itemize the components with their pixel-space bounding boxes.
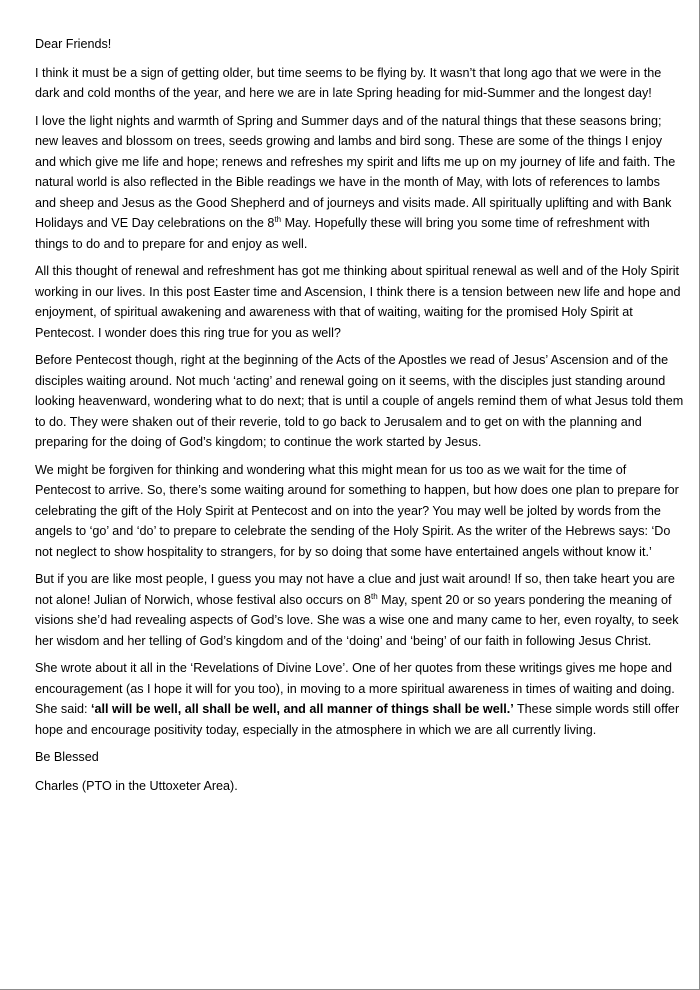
signature: Charles (PTO in the Uttoxeter Area).	[35, 778, 238, 793]
paragraph-3: All this thought of renewal and refreshment has got me thinking about spiritual renewal as well and of the Holy Spirit working in our lives. In this post Easter time and Ascension, I think there is a tension between new life and hope and enjoyment, of spiritual awakening and awareness with that of waiting, waiting for the promised Holy Spirit at Pentecost. I wonder does this ring true for you as well?	[35, 264, 681, 340]
paragraph-7-text-c: These simple words still offer hope and encourage positivity today, especially in the atmosphere in which we are all currently living.	[35, 702, 680, 737]
paragraph-4: Before Pentecost though, right at the beginning of the Acts of the Apostles we read of Jesus’ Ascension and of the disciples waiting around. Not much ‘acting’ and renewal going on it seems, with the disciples just standing around looking heavenward, wondering what to do next; that is until a couple of angels remind them of what Jesus told them to do. They were shaken out of their reverie, told to go back to Jerusalem and to get on with the planning and preparing for the doing of God’s kingdom; to continue the work started by Jesus.	[35, 353, 684, 449]
ordinal-suffix: th	[274, 214, 282, 224]
ordinal-suffix: th	[371, 591, 378, 601]
paragraph-1: I think it must be a sign of getting older, but time seems to be flying by. It wasn’t that long ago that we were in the dark and cold months of the year, and here we are in late Spring heading for mid-Summer and the longest day!	[35, 65, 662, 100]
paragraph-5: We might be forgiven for thinking and wondering what this might mean for us too as we wait for the time of Pentecost to arrive. So, there’s some waiting around for something to happen, but how does one plan to prepare for celebrating the gift of the Holy Spirit at Pentecost and on into the year? You may well be jolted by words from the angels to ‘go’ and ‘do’ to prepare to celebrate the sending of the Holy Spirit. As the writer of the Hebrews says: ‘Do not neglect to show hospitality to strangers, for by so doing that some have entertained angels without know it.’	[35, 462, 679, 559]
paragraph-7-text-a: She wrote about it all in the ‘Revelations of Divine Love’. One of her quotes from these writings gives me hope and encouragement (as I hope it will for you too), in moving to a more spiritual awareness in times of waiting and doing. She said:	[35, 661, 675, 716]
paragraph-2-text-a: I love the light nights and warmth of Spring and Summer days and of the natural things that these seasons bring; new leaves and blossom on trees, seeds growing and lambs and bird song. These are some of the things I enjoy and which give me life and hope; renews and refreshes my spirit and lifts me up on my journey of life and faith. The natural world is also reflected in the Bible readings we have in the month of May, with lots of references to lambs and sheep and Jesus as the Good Shepherd and of journeys and visits made. All spiritually uplifting and with Bank Holidays and VE Day celebrations on the 8	[35, 113, 676, 230]
greeting: Dear Friends!	[35, 37, 112, 51]
paragraph-2-text-b: May. Hopefully these will bring you some time of refreshment with things to do and to prepare for and enjoy as well.	[35, 216, 650, 251]
paragraph-2	[35, 111, 684, 255]
paragraph-7	[35, 658, 684, 740]
julian-quote: ‘all will be well, all shall be well, and all manner of things shall be well.’	[91, 702, 514, 716]
paragraph-6-text-b: May, spent 20 or so years pondering the meaning of visions she’d had revealing aspects of God’s love. She was a wise one and many came to her, even royalty, to seek her wisdom and her telling of God’s kingdom and of the ‘doing’ and ‘being’ of our faith in following Jesus Christ.	[35, 592, 679, 648]
paragraph-6	[35, 569, 684, 651]
closing: Be Blessed	[35, 750, 99, 764]
paragraph-6-text-a: But if you are like most people, I guess you may not have a clue and just wait around! If so, then take heart you are not alone! Julian of Norwich, whose festival also occurs on 8	[35, 572, 675, 607]
